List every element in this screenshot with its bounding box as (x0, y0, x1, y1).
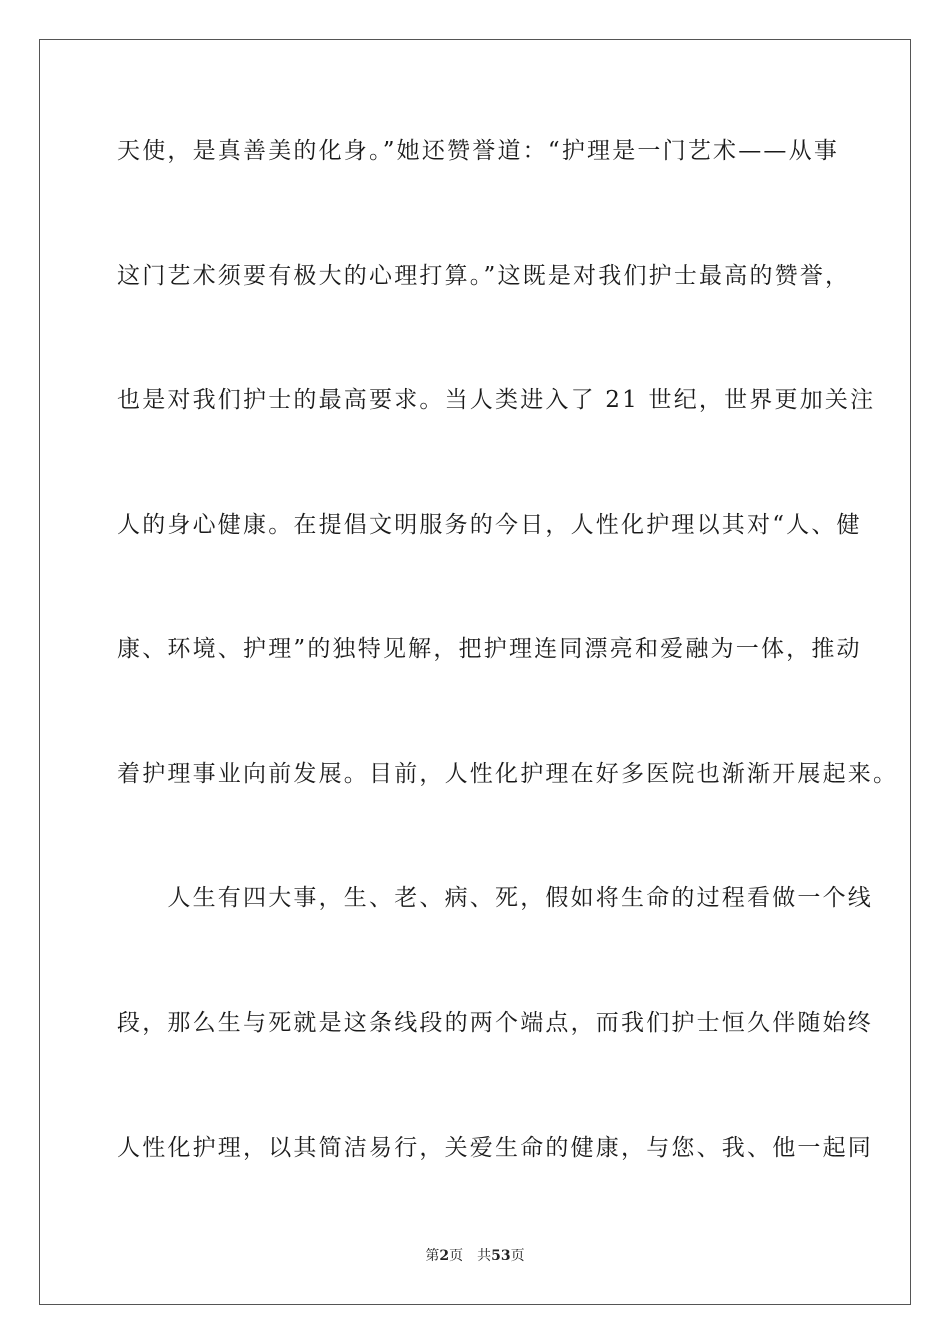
paragraph-line: 人的身心健康。在提倡文明服务的今日，人性化护理以其对“人、健 (117, 512, 862, 538)
page-label-prefix: 第 (425, 1248, 440, 1264)
paragraph-line: 人性化护理，以其简洁易行，关爱生命的健康，与您、我、他一起同 (117, 1135, 873, 1161)
paragraph-line: 人生有四大事，生、老、病、死，假如将生命的过程看做一个线 (117, 885, 873, 911)
total-pages: 53 (491, 1248, 511, 1264)
paragraph-line: 段，那么生与死就是这条线段的两个端点，而我们护士恒久伴随始终 (117, 1010, 873, 1036)
total-label-prefix: 共 (477, 1248, 492, 1264)
page-border (39, 39, 911, 1305)
paragraph-line: 天使，是真善美的化身。”她还赞誉道：“护理是一门艺术——从事 (117, 138, 840, 164)
page-label-suffix: 页 (449, 1248, 464, 1264)
page-number: 2 (439, 1248, 450, 1264)
page-footer (0, 1247, 950, 1265)
total-label-suffix: 页 (510, 1248, 525, 1264)
paragraph-line: 这门艺术须要有极大的心理打算。”这既是对我们护士最高的赞誉， (117, 263, 851, 289)
paragraph-line: 康、环境、护理”的独特见解，把护理连同漂亮和爱融为一体，推动 (117, 636, 862, 662)
paragraph-line: 也是对我们护士的最高要求。当人类进入了 21 世纪，世界更加关注 (117, 387, 876, 413)
paragraph-line: 着护理事业向前发展。目前，人性化护理在好多医院也渐渐开展起来。 (117, 761, 899, 787)
